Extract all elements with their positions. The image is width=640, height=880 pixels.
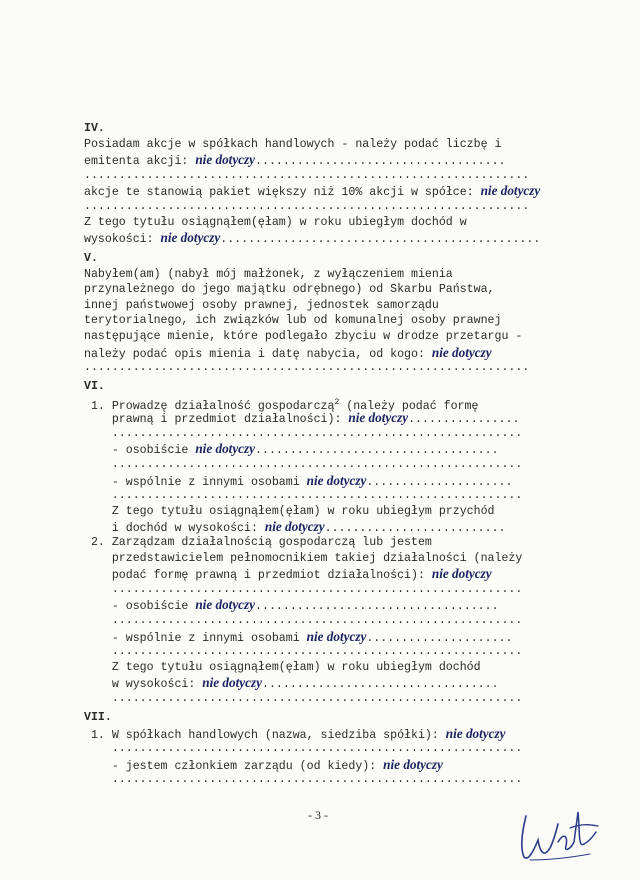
line-text: - jestem członkiem zarządu (od kiedy):	[84, 759, 384, 773]
dotted-fill: ..................................	[261, 678, 499, 692]
line-text: w wysokości:	[84, 678, 203, 692]
handwritten-answer: nie dotyczy	[431, 566, 492, 582]
section-vi-line	[84, 520, 506, 536]
handwritten-answer: nie dotyczy	[445, 725, 506, 741]
handwritten-answer: nie dotyczy	[348, 410, 409, 426]
line-text: Z tego tytułu osiągnąłem(ęłam) w roku ubiegłym dochód	[84, 660, 481, 674]
line-text: - osobiście	[84, 444, 196, 458]
line-text: - osobiście	[84, 600, 196, 614]
section-vii-line	[84, 773, 522, 787]
handwritten-answer: nie dotyczy	[306, 628, 367, 644]
line-text: ................................................................	[84, 361, 530, 375]
dotted-fill: ...................................	[255, 600, 499, 614]
section-v-line	[84, 346, 492, 362]
section-vi-line	[84, 630, 512, 646]
section-v-line	[84, 330, 522, 344]
handwritten-answer: nie dotyczy	[480, 183, 541, 199]
handwritten-signature	[508, 802, 600, 864]
page-number: - 3 -	[308, 808, 328, 822]
line-text: - wspólnie z innymi osobami	[84, 475, 307, 489]
line-text: 1. W spółkach handlowych (nazwa, siedziba spółki):	[84, 728, 446, 742]
section-iv-line	[84, 169, 529, 183]
dotted-fill: ..........................	[324, 522, 506, 536]
section-vii-line	[84, 727, 506, 743]
line-text: ...........................................................	[84, 426, 523, 440]
dotted-fill: .....................	[366, 631, 513, 645]
section-vi-line	[84, 692, 522, 706]
section-vi-line	[84, 614, 522, 628]
line-text: Nabyłem(am) (nabył mój małżonek, z wyłączeniem mienia	[84, 267, 453, 281]
line-text: ................................................................	[84, 200, 530, 213]
line-text: ...........................................................	[84, 742, 523, 756]
handwritten-answer: nie dotyczy	[195, 597, 256, 613]
line-text: (należy podać formę	[339, 399, 479, 413]
section-v-line	[84, 268, 453, 282]
dotted-fill: ................	[408, 413, 520, 427]
section-heading-v: V.	[84, 252, 98, 265]
line-text: następujące mienie, które podlegało zbyciu w drodze przetargu -	[84, 330, 523, 343]
section-heading-vi: VI.	[84, 380, 105, 393]
line-text: Z tego tytułu osiągnąłem(ęłam) w roku ubiegłym dochód w	[84, 215, 467, 229]
line-text: ...........................................................	[84, 489, 523, 503]
line-text: - wspólnie z innymi osobami	[84, 631, 307, 645]
section-v-line	[84, 283, 495, 297]
line-text: Z tego tytułu osiągnąłem(ęłam) w roku ubiegłym przychód	[84, 504, 495, 518]
section-heading-vii: VII.	[84, 711, 112, 724]
section-vi-line	[84, 411, 519, 427]
section-heading-iv: IV.	[84, 122, 105, 135]
section-vii-line	[84, 758, 443, 774]
section-v-line	[84, 299, 439, 313]
handwritten-answer: nie dotyczy	[195, 441, 256, 457]
line-text: przynależnego do jego majątku odrębnego) od Skarbu Państwa,	[84, 283, 495, 297]
line-text: 2. Zarządzam działalnością gospodarczą lub jestem	[84, 536, 432, 549]
dotted-fill: ..............................................	[220, 233, 541, 247]
line-text: ...........................................................	[84, 582, 523, 596]
section-vi-line	[84, 567, 492, 583]
section-iv-line	[84, 153, 506, 169]
section-vi-line	[84, 661, 481, 675]
section-v-line	[84, 361, 529, 375]
line-text: podać formę prawną i przedmiot działalności):	[84, 569, 432, 583]
line-text: prawną i przedmiot działalności):	[84, 413, 349, 427]
line-text: emitenta akcji:	[84, 155, 196, 169]
handwritten-answer: nie dotyczy	[264, 519, 325, 535]
handwritten-answer: nie dotyczy	[202, 675, 262, 691]
section-iv-line	[84, 200, 529, 214]
section-vi-line	[84, 489, 522, 503]
section-vi-line	[84, 676, 499, 692]
section-vi-line	[84, 598, 499, 614]
line-text: Posiadam akcje w spółkach handlowych - należy podać liczbę i	[84, 137, 502, 151]
line-text: ...........................................................	[84, 614, 523, 627]
line-text: innej państwowej osoby prawnej, jednostek samorządu	[84, 298, 439, 312]
section-vi-line	[84, 536, 432, 550]
section-vi-line	[84, 505, 495, 519]
handwritten-answer: nie dotyczy	[431, 344, 492, 360]
section-vi-line	[84, 442, 499, 458]
line-text: ...........................................................	[84, 692, 523, 705]
dotted-fill: ...................................	[255, 444, 499, 458]
section-vi-line	[84, 583, 522, 597]
line-text: ................................................................	[84, 168, 530, 182]
footnote-mark: 2	[334, 397, 340, 407]
section-vii-line	[84, 742, 522, 756]
handwritten-answer: nie dotyczy	[306, 472, 367, 488]
line-text: ...........................................................	[84, 645, 523, 659]
section-vi-line	[84, 458, 522, 472]
handwritten-answer: nie dotyczy	[160, 230, 221, 246]
line-text: i dochód w wysokości:	[84, 522, 265, 536]
dotted-fill: ....................................	[255, 155, 506, 169]
section-iv-line	[84, 231, 540, 247]
section-iv-line	[84, 138, 501, 152]
line-text: ...........................................................	[84, 458, 523, 471]
section-vi-line	[84, 552, 522, 566]
handwritten-answer: nie dotyczy	[383, 756, 443, 772]
line-text: 1. Prowadzę działalność gospodarczą	[84, 399, 335, 413]
section-vi-line	[84, 645, 522, 659]
section-iv-line	[84, 216, 467, 230]
line-text: akcje te stanowią pakiet większy niż 10% akcji w spółce:	[84, 186, 481, 200]
handwritten-answer: nie dotyczy	[195, 152, 256, 168]
section-iv-line	[84, 184, 540, 200]
line-text: terytorialnego, ich związków lub od komunalnej osoby prawnej	[84, 314, 502, 328]
dotted-fill: .....................	[366, 475, 513, 489]
line-text: należy podać opis mienia i datę nabycia, od kogo:	[84, 347, 432, 361]
section-v-line	[84, 314, 501, 328]
line-text: przedstawicielem pełnomocnikiem takiej działalności (należy	[84, 551, 523, 565]
line-text: wysokości:	[84, 233, 161, 247]
section-vi-line	[84, 474, 512, 490]
line-text: ...........................................................	[84, 773, 523, 787]
section-vi-line	[84, 427, 522, 441]
